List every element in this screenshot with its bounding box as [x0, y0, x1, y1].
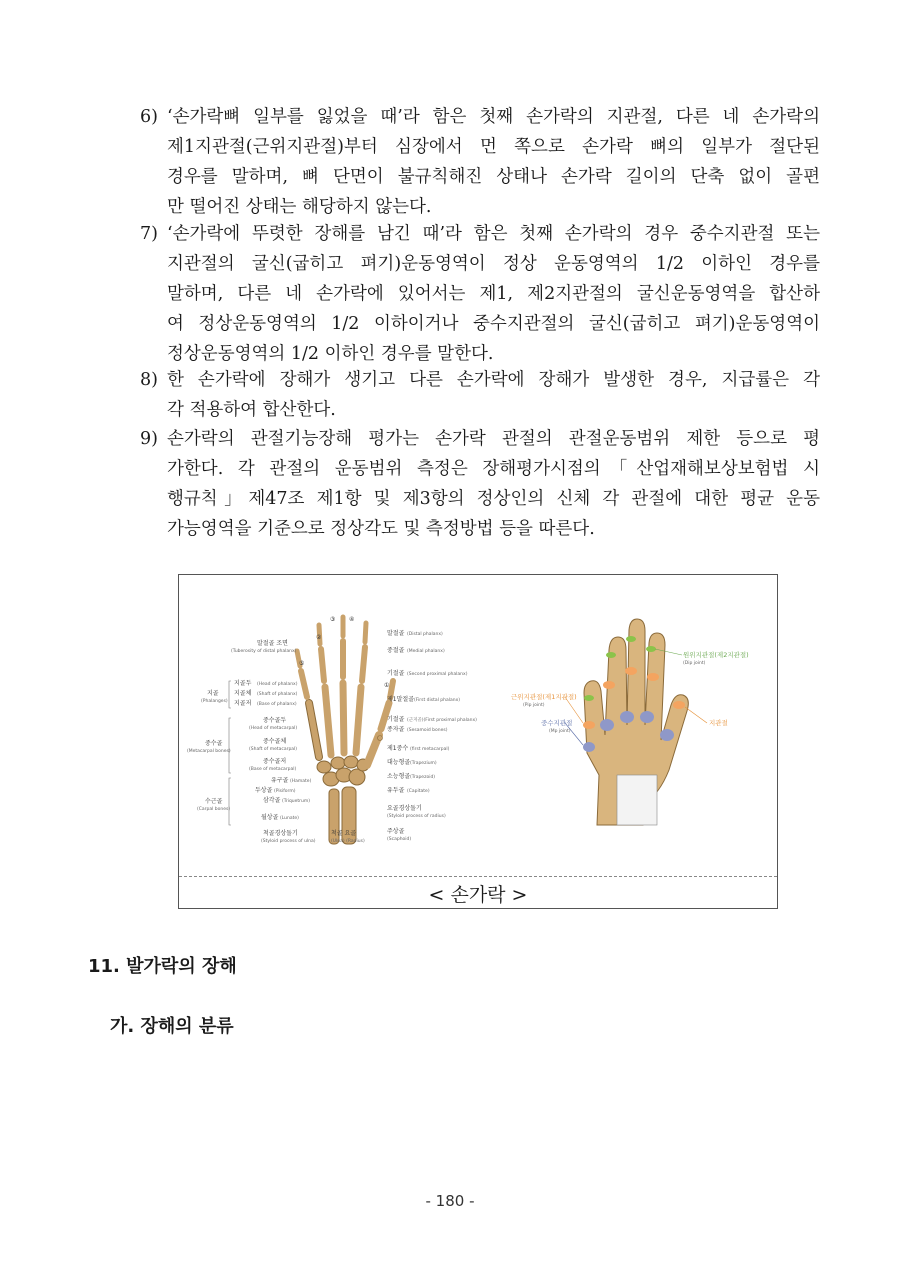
item-line: 손가락의 관절기능장해 평가는 손가락 관절의 관절운동범위 제한 등으로 평 [167, 429, 820, 449]
bone-label: 지골두 [234, 680, 252, 687]
bone-label: 대능형골 [387, 759, 411, 766]
bone-label: 중수골두 [263, 717, 287, 724]
dip-joint-label: 원위지관절(제2지관절) [683, 651, 749, 659]
group-label-en: (Phalanges) [201, 699, 228, 704]
bone-label-en: (Styloid process of ulna) [261, 839, 316, 844]
bone-label-en: (Ulna) (Radius) [331, 839, 365, 844]
item-number: 8) [140, 370, 158, 390]
bone-label: 중절골 [387, 647, 405, 654]
bone-label: 말절골 [387, 630, 405, 637]
item-line: 여 정상운동영역의 1/2 이하이거나 중수지관절의 굴신(굽히고 펴기)운동영역이 [167, 314, 820, 334]
carpal-bone [317, 761, 331, 773]
bone-label: 지골체 [234, 690, 252, 697]
bone-label-en: (Trapezium) [410, 761, 437, 766]
ip-joint-label: 지관절 [709, 719, 728, 727]
figure-caption: < 손가락 > [428, 884, 528, 906]
finger-number: ④ [349, 616, 355, 623]
item-number: 9) [140, 429, 158, 449]
pip-joint-label-en: (Pip joint) [523, 703, 545, 708]
item-line: 지관절의 굴신(굽히고 펴기)운동영역이 정상 운동영역의 1/2 이하인 경우를 [167, 254, 820, 274]
bone-label-en: (근지골)(First proximal phalanx) [407, 718, 477, 723]
item-line: 행규칙」제47조 제1항 및 제3항의 정상인의 신체 각 관절에 대한 평균 운동 [167, 489, 820, 509]
bone-label-en: (Head of phalanx) [257, 682, 298, 687]
bone-label-en: (Scaphoid) [387, 837, 412, 842]
bone-label: 말절골 조면 [257, 640, 288, 647]
bone-label: 중수골체 [263, 738, 287, 745]
bone-label-en: (Base of metacarpal) [249, 767, 297, 772]
bone-label-en: (Base of phalanx) [257, 702, 297, 707]
bone-label-en: (Distal phalanx) [407, 632, 443, 637]
right-bone-labels [387, 629, 477, 842]
bone-label-en: (Pisiform) [274, 789, 296, 794]
bone-label-en: (Hamate) [290, 779, 312, 784]
bone-label: 요골경상돌기 [387, 805, 422, 812]
item-8 [140, 365, 820, 425]
item-7 [140, 219, 820, 369]
sub-heading: 가. 장해의 분류 [110, 1016, 234, 1037]
bone-label: 유구골 [271, 777, 289, 784]
carpal-bone [331, 757, 345, 769]
bone-label: 월상골 [261, 814, 279, 821]
item-line: 한 손가락에 장해가 생기고 다른 손가락에 장해가 발생한 경우, 지급률은 각 [167, 370, 820, 390]
item-line: ‘손가락에 뚜렷한 장해를 남긴 때’라 함은 첫째 손가락의 경우 중수지관절 또는 [167, 224, 820, 244]
item-line: 가한다. 각 관절의 운동범위 측정은 장해평가시점의「산업재해보상보험법 시 [167, 459, 820, 479]
dip-joint-label-en: (Dip joint) [683, 661, 706, 666]
carpal-area [617, 775, 657, 825]
bone-label: 척골 요골 [331, 830, 357, 837]
bone-label: 두상골 [255, 787, 273, 794]
finger-number: ② [316, 634, 322, 641]
item-number: 6) [140, 107, 158, 127]
hand-figure [178, 574, 778, 909]
item-line: 말하며, 다른 네 손가락에 있어서는 제1, 제2지관절의 굴신운동영역을 합산하 [167, 284, 820, 304]
bone-label-en: (First distal phalanx) [414, 698, 461, 703]
bone-label-en: (Head of metacarpal) [249, 726, 298, 731]
bone-label-en: (Trapezoid) [410, 775, 436, 780]
section-heading: 11. 발가락의 장해 [88, 956, 237, 977]
pip-joint-label: 근위지관절(제1지관절) [511, 693, 577, 701]
hand-skeleton-illustration [297, 617, 393, 844]
finger-number: ③ [330, 616, 336, 623]
group-label-en: (Carpal bones) [197, 807, 231, 812]
mp-joint-label-en: (Mp joint) [549, 729, 571, 734]
bone-label: 주상골 [387, 828, 405, 835]
bone-label-en: (Capitate) [407, 789, 430, 794]
bone-label-en: (Styloid process of radius) [387, 814, 446, 819]
bone-label-en: (Second proximal phalanx) [407, 672, 468, 677]
bone-label: 삼각골 [263, 797, 281, 804]
group-label-en: (Metacarpal bones) [187, 749, 231, 754]
finger-number: ⑤ [299, 660, 305, 667]
item-line: 만 떨어진 상태는 해당하지 않는다. [167, 197, 432, 217]
bone-label-en: (Lunate) [280, 816, 299, 821]
bone-label: 기절골 [387, 716, 405, 723]
bone-label-en: (first metacarpal) [410, 747, 450, 752]
bone-label: 유두골 [387, 787, 405, 794]
item-line: 정상운동영역의 1/2 이하인 경우를 말한다. [167, 344, 494, 364]
hand-joint-illustration [511, 619, 749, 825]
bone-label-en: (Triquetrum) [282, 799, 311, 804]
group-label: 수근골 [205, 798, 223, 805]
finger-number: ① [384, 682, 390, 689]
bone-label: 소능형골 [387, 773, 411, 780]
bone-label: 제1말절골 [387, 696, 415, 703]
bone-label-en: (Sesamoid bones) [407, 728, 448, 733]
item-9 [140, 424, 820, 544]
bone-label: 기절골 [387, 670, 405, 677]
item-6 [140, 102, 820, 222]
page-number: - 180 - [425, 1192, 475, 1210]
mp-joint-label: 중수지관절 [541, 719, 573, 727]
bone-label: 제1중수 [387, 745, 409, 752]
hand-illustrations [179, 575, 777, 875]
bone-label-en: (Shaft of metacarpal) [249, 747, 298, 752]
bone-label: 척골경상돌기 [263, 830, 298, 837]
bone-label: 종자골 [387, 726, 405, 733]
group-label: 중수골 [205, 740, 223, 747]
item-line: 경우를 말하며, 뼈 단면이 불규칙해진 상태나 손가락 길이의 단축 없이 골편 [167, 167, 820, 187]
bone-label-en: (Tuberosity of distal phalanx) [231, 649, 297, 654]
item-line: ‘손가락뼈 일부를 잃었을 때’라 함은 첫째 손가락의 지관절, 다른 네 손가락의 [167, 107, 820, 127]
item-line: 제1지관절(근위지관절)부터 심장에서 먼 쪽으로 손가락 뼈의 일부가 절단된 [167, 137, 820, 157]
group-label: 지골 [207, 690, 219, 697]
bone-label-en: (Shaft of phalanx) [257, 692, 298, 697]
bone-label: 중수골저 [263, 758, 287, 765]
bone-label-en: (Medial phalanx) [407, 649, 445, 654]
item-line: 각 적용하여 합산한다. [167, 400, 336, 420]
item-line: 가능영역을 기준으로 정상각도 및 측정방법 등을 따른다. [167, 519, 595, 539]
item-number: 7) [140, 224, 158, 244]
bone-label: 지골저 [234, 700, 252, 707]
carpal-bone [344, 756, 358, 768]
